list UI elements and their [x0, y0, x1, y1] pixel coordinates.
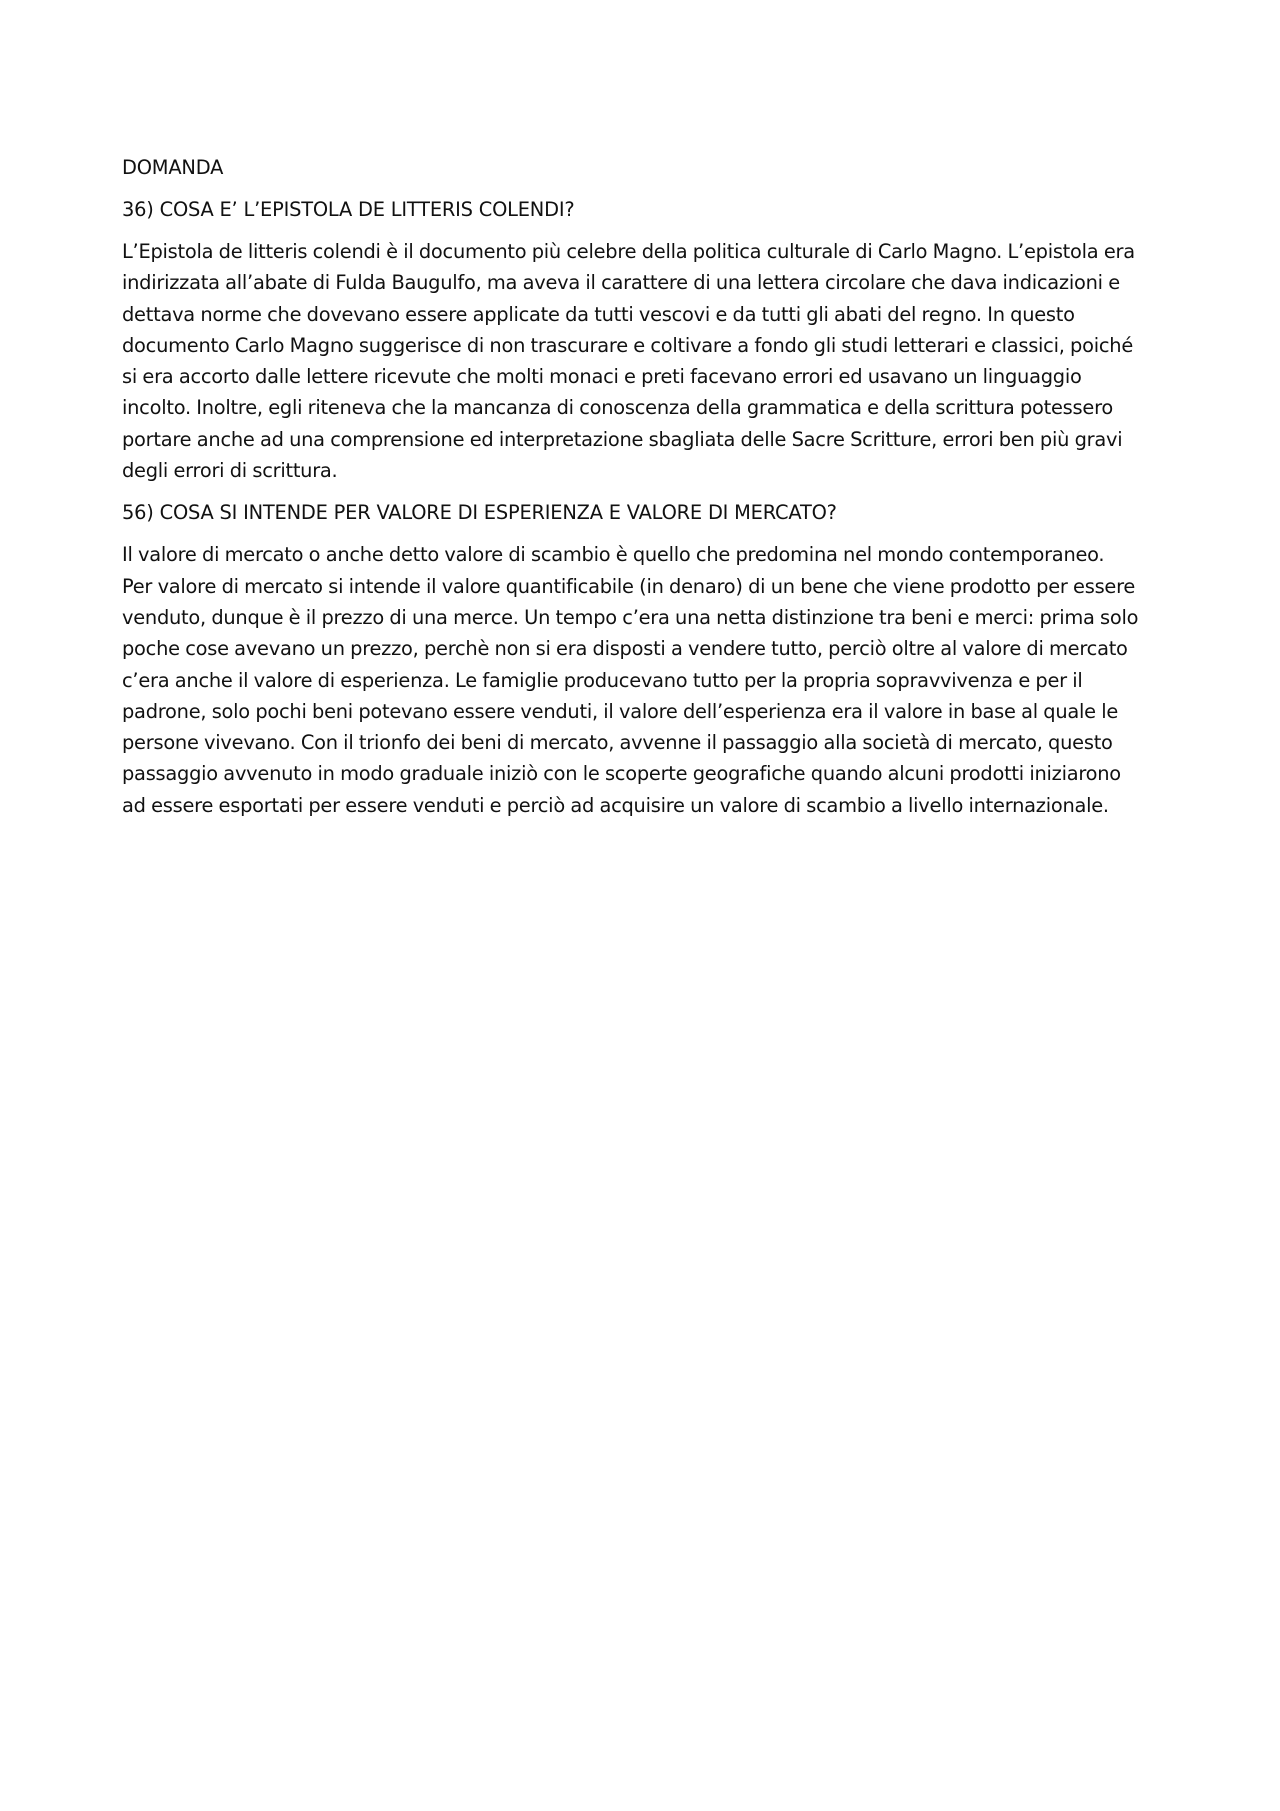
- paragraph-line: padrone, solo pochi beni potevano essere venduti, il valore dell’esperienza era il valore in base al quale le: [122, 699, 1119, 723]
- answer-36-paragraph: [122, 236, 1170, 486]
- question-56: 56) COSA SI INTENDE PER VALORE DI ESPERIENZA E VALORE DI MERCATO?: [122, 501, 837, 525]
- paragraph-line: Il valore di mercato o anche detto valore di scambio è quello che predomina nel mondo contemporaneo.: [122, 543, 1105, 567]
- paragraph-line: dettava norme che dovevano essere applicate da tutti vescovi e da tutti gli abati del regno. In questo: [122, 302, 1075, 326]
- document-body: [122, 152, 1170, 821]
- paragraph-line: poche cose avevano un prezzo, perchè non si era disposti a vendere tutto, perciò oltre al valore di mercato: [122, 637, 1128, 661]
- paragraph-line: L’Epistola de litteris colendi è il documento più celebre della politica culturale di Carlo Magno. L’epistola era: [122, 240, 1135, 263]
- document-label: DOMANDA: [122, 156, 224, 179]
- paragraph-line: Per valore di mercato si intende il valore quantificabile (in denaro) di un bene che viene prodotto per essere: [122, 574, 1136, 598]
- paragraph-line: passaggio avvenuto in modo graduale iniziò con le scoperte geografiche quando alcuni prodotti iniziarono: [122, 762, 1121, 786]
- answer-56-paragraph: [122, 539, 1170, 821]
- paragraph-line: documento Carlo Magno suggerisce di non trascurare e coltivare a fondo gli studi letterari e classici, poiché: [122, 333, 1134, 357]
- paragraph-line: persone vivevano. Con il trionfo dei beni di mercato, avvenne il passaggio alla società di mercato, questo: [122, 731, 1113, 755]
- paragraph-line: incolto. Inoltre, egli riteneva che la mancanza di conoscenza della grammatica e della scrittura potessero: [122, 396, 1113, 420]
- paragraph-line: indirizzata all’abate di Fulda Baugulfo, ma aveva il carattere di una lettera circolare che dava indicazioni e: [122, 271, 1120, 295]
- paragraph-line: venduto, dunque è il prezzo di una merce. Un tempo c’era una netta distinzione tra beni e merci: prima solo: [122, 605, 1139, 629]
- question-36: 36) COSA E’ L’EPISTOLA DE LITTERIS COLENDI?: [122, 198, 575, 221]
- paragraph-line: ad essere esportati per essere venduti e perciò ad acquisire un valore di scambio a livello internazionale.: [122, 793, 1109, 817]
- paragraph-line: c’era anche il valore di esperienza. Le famiglie producevano tutto per la propria sopravvivenza e per il: [122, 668, 1083, 692]
- paragraph-line: degli errori di scrittura.: [122, 459, 338, 483]
- paragraph-line: si era accorto dalle lettere ricevute che molti monaci e preti facevano errori ed usavano un linguaggio: [122, 365, 1082, 389]
- paragraph-line: portare anche ad una comprensione ed interpretazione sbagliata delle Sacre Scritture, errori ben più gravi: [122, 427, 1123, 451]
